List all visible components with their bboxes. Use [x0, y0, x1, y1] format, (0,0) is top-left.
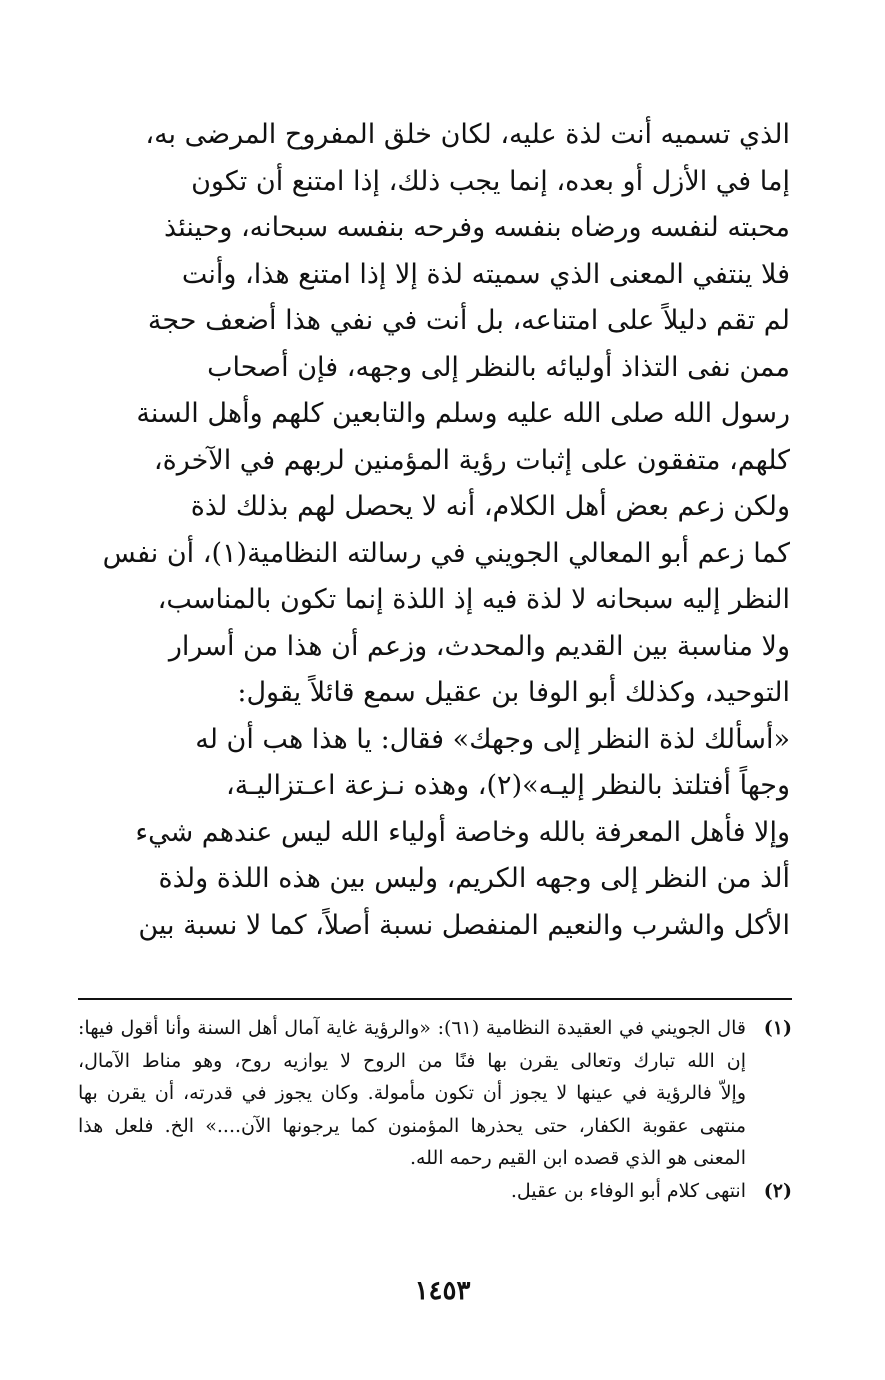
text-line: ولا مناسبة بين القديم والمحدث، وزعم أن هذا من أسرار — [168, 630, 790, 662]
footnote-line: المعنى هو الذي قصده ابن القيم رحمه الله. — [409, 1147, 746, 1169]
text-line: التوحيد، وكذلك أبو الوفا بن عقيل سمع قائلاً يقول: — [237, 677, 790, 708]
footnote-line: منتهى عقوبة الكفار، حتى يحذرها المؤمنون كما يرجونها الآن....» الخ. فلعل هذا — [78, 1114, 746, 1137]
footnote-divider — [78, 998, 792, 1000]
main-text — [102, 112, 790, 949]
text-line: الذي تسميه أنت لذة عليه، لكان خلق المفروح المرضى به، — [145, 119, 790, 150]
text-line: إما في الأزل أو بعده، إنما يجب ذلك، إذا امتنع أن تكون — [191, 165, 790, 197]
text-line: وجهاً أفتلتذ بالنظر إليـه»(٢)، وهذه نـزعة اعـتزاليـة، — [226, 770, 790, 801]
text-line: رسول الله صلى الله عليه وسلم والتابعين كلهم وأهل السنة — [136, 398, 790, 429]
text-line: ولكن زعم بعض أهل الكلام، أنه لا يحصل لهم بذلك لذة — [190, 491, 790, 522]
footnote-line: انتهى كلام أبو الوفاء بن عقيل. — [510, 1179, 746, 1202]
text-line: محبته لنفسه ورضاه بنفسه وفرحه بنفسه سبحانه، وحينئذ — [164, 212, 790, 243]
text-line: الأكل والشرب والنعيم المنفصل نسبة أصلاً، كما لا نسبة بين — [138, 909, 790, 941]
text-line: «أسألك لذة النظر إلى وجهك» فقال: يا هذا هب أن له — [195, 723, 790, 755]
text-line: ألذ من النظر إلى وجهه الكريم، وليس بين هذه اللذة ولذة — [158, 863, 790, 894]
text-line: ممن نفى التذاذ أوليائه بالنظر إلى وجهه، فإن أصحاب — [207, 351, 790, 383]
footnote-line: قال الجويني في العقيدة النظامية (٦١): «والرؤية غاية آمال أهل السنة وأنا أقول فيها: — [78, 1017, 746, 1039]
page-number: ١٤٥٣ — [414, 1276, 471, 1306]
text-line: فلا ينتفي المعنى الذي سميته لذة إلا إذا امتنع هذا، وأنت — [181, 258, 790, 290]
text-line: وإلا فأهل المعرفة بالله وخاصة أولياء الله ليس عندهم شيء — [135, 816, 790, 848]
text-line: كلهم، متفقون على إثبات رؤية المؤمنين لربهم في الآخرة، — [153, 444, 790, 476]
footnotes — [78, 1012, 792, 1207]
footnote-marker: (٢) — [763, 1179, 792, 1202]
footnote-1 — [78, 1012, 792, 1175]
footnote-line: وإلاّ فالرؤية في عينها لا يجوز أن تكون مأمولة. وكان يجوز في قدرته، أن يقرن بها — [78, 1082, 746, 1104]
footnote-marker: (١) — [763, 1017, 792, 1039]
text-line: النظر إليه سبحانه لا لذة فيه إذ اللذة إنما تكون بالمناسب، — [157, 584, 790, 615]
text-line: لم تقم دليلاً على امتناعه، بل أنت في نفي هذا أضعف حجة — [147, 305, 790, 336]
footnote-line: إن الله تبارك وتعالى يقرن بها فنًا من الروح لا يوازيه روح، وهو مناط الآمال، — [78, 1049, 746, 1072]
footnote-2 — [78, 1175, 792, 1208]
text-line: كما زعم أبو المعالي الجويني في رسالته النظامية(١)، أن نفس — [102, 537, 790, 569]
